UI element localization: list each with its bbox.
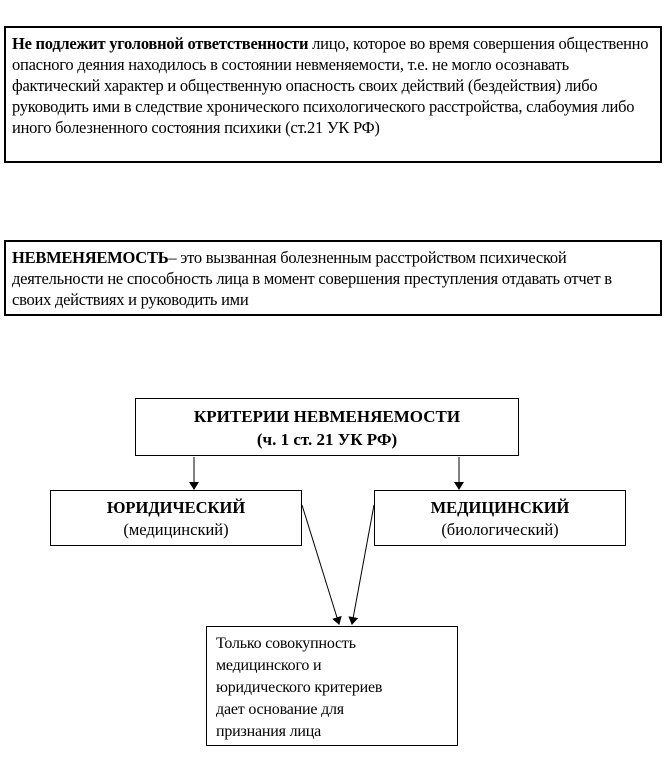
combination-box xyxy=(206,626,458,746)
medical-criterion-subtitle: (биологический) xyxy=(441,520,559,539)
medical-criterion-title: МЕДИЦИНСКИЙ xyxy=(430,498,570,517)
combination-line: признания лица xyxy=(216,723,322,740)
definition-term: НЕВМЕНЯЕМОСТЬ xyxy=(12,248,169,267)
definition-box xyxy=(4,240,662,316)
criteria-box xyxy=(135,398,519,456)
legal-criterion-subtitle: (медицинский) xyxy=(123,520,229,539)
combination-line: юридического критериев xyxy=(216,679,383,696)
combination-line: медицинского и xyxy=(216,657,322,674)
arrow-legal-to-combination xyxy=(302,505,339,624)
not-liable-box xyxy=(4,26,662,163)
not-liable-text: лицо, которое во время совершения общественно опасного деяния находилось в состоянии невменяемости, т.е. не могло осознавать фактический характер и общественную опасность своих действий (бездействия) либо руководить ими в следствие хронического психологического расстройства, слабоумия либо иного болезненного состояния психики (ст.21 УК РФ) xyxy=(12,34,649,137)
definition-text: – это вызванная болезненным расстройством психической деятельности не способность лица в момент совершения преступления отдавать отчет в своих действиях и руководить ими xyxy=(12,248,612,309)
legal-criterion-title: ЮРИДИЧЕСКИЙ xyxy=(106,498,246,517)
not-liable-bold-phrase: Не подлежит уголовной ответственности xyxy=(12,34,309,53)
combination-line: дает основание для xyxy=(216,701,344,718)
medical-criterion-box xyxy=(374,490,626,546)
criteria-title: КРИТЕРИИ НЕВМЕНЯЕМОСТИ xyxy=(193,407,461,426)
criteria-subtitle: (ч. 1 ст. 21 УК РФ) xyxy=(256,430,398,449)
combination-line: Только совокупность xyxy=(216,635,356,652)
arrow-medical-to-combination xyxy=(352,505,374,624)
legal-criterion-box xyxy=(50,490,302,546)
